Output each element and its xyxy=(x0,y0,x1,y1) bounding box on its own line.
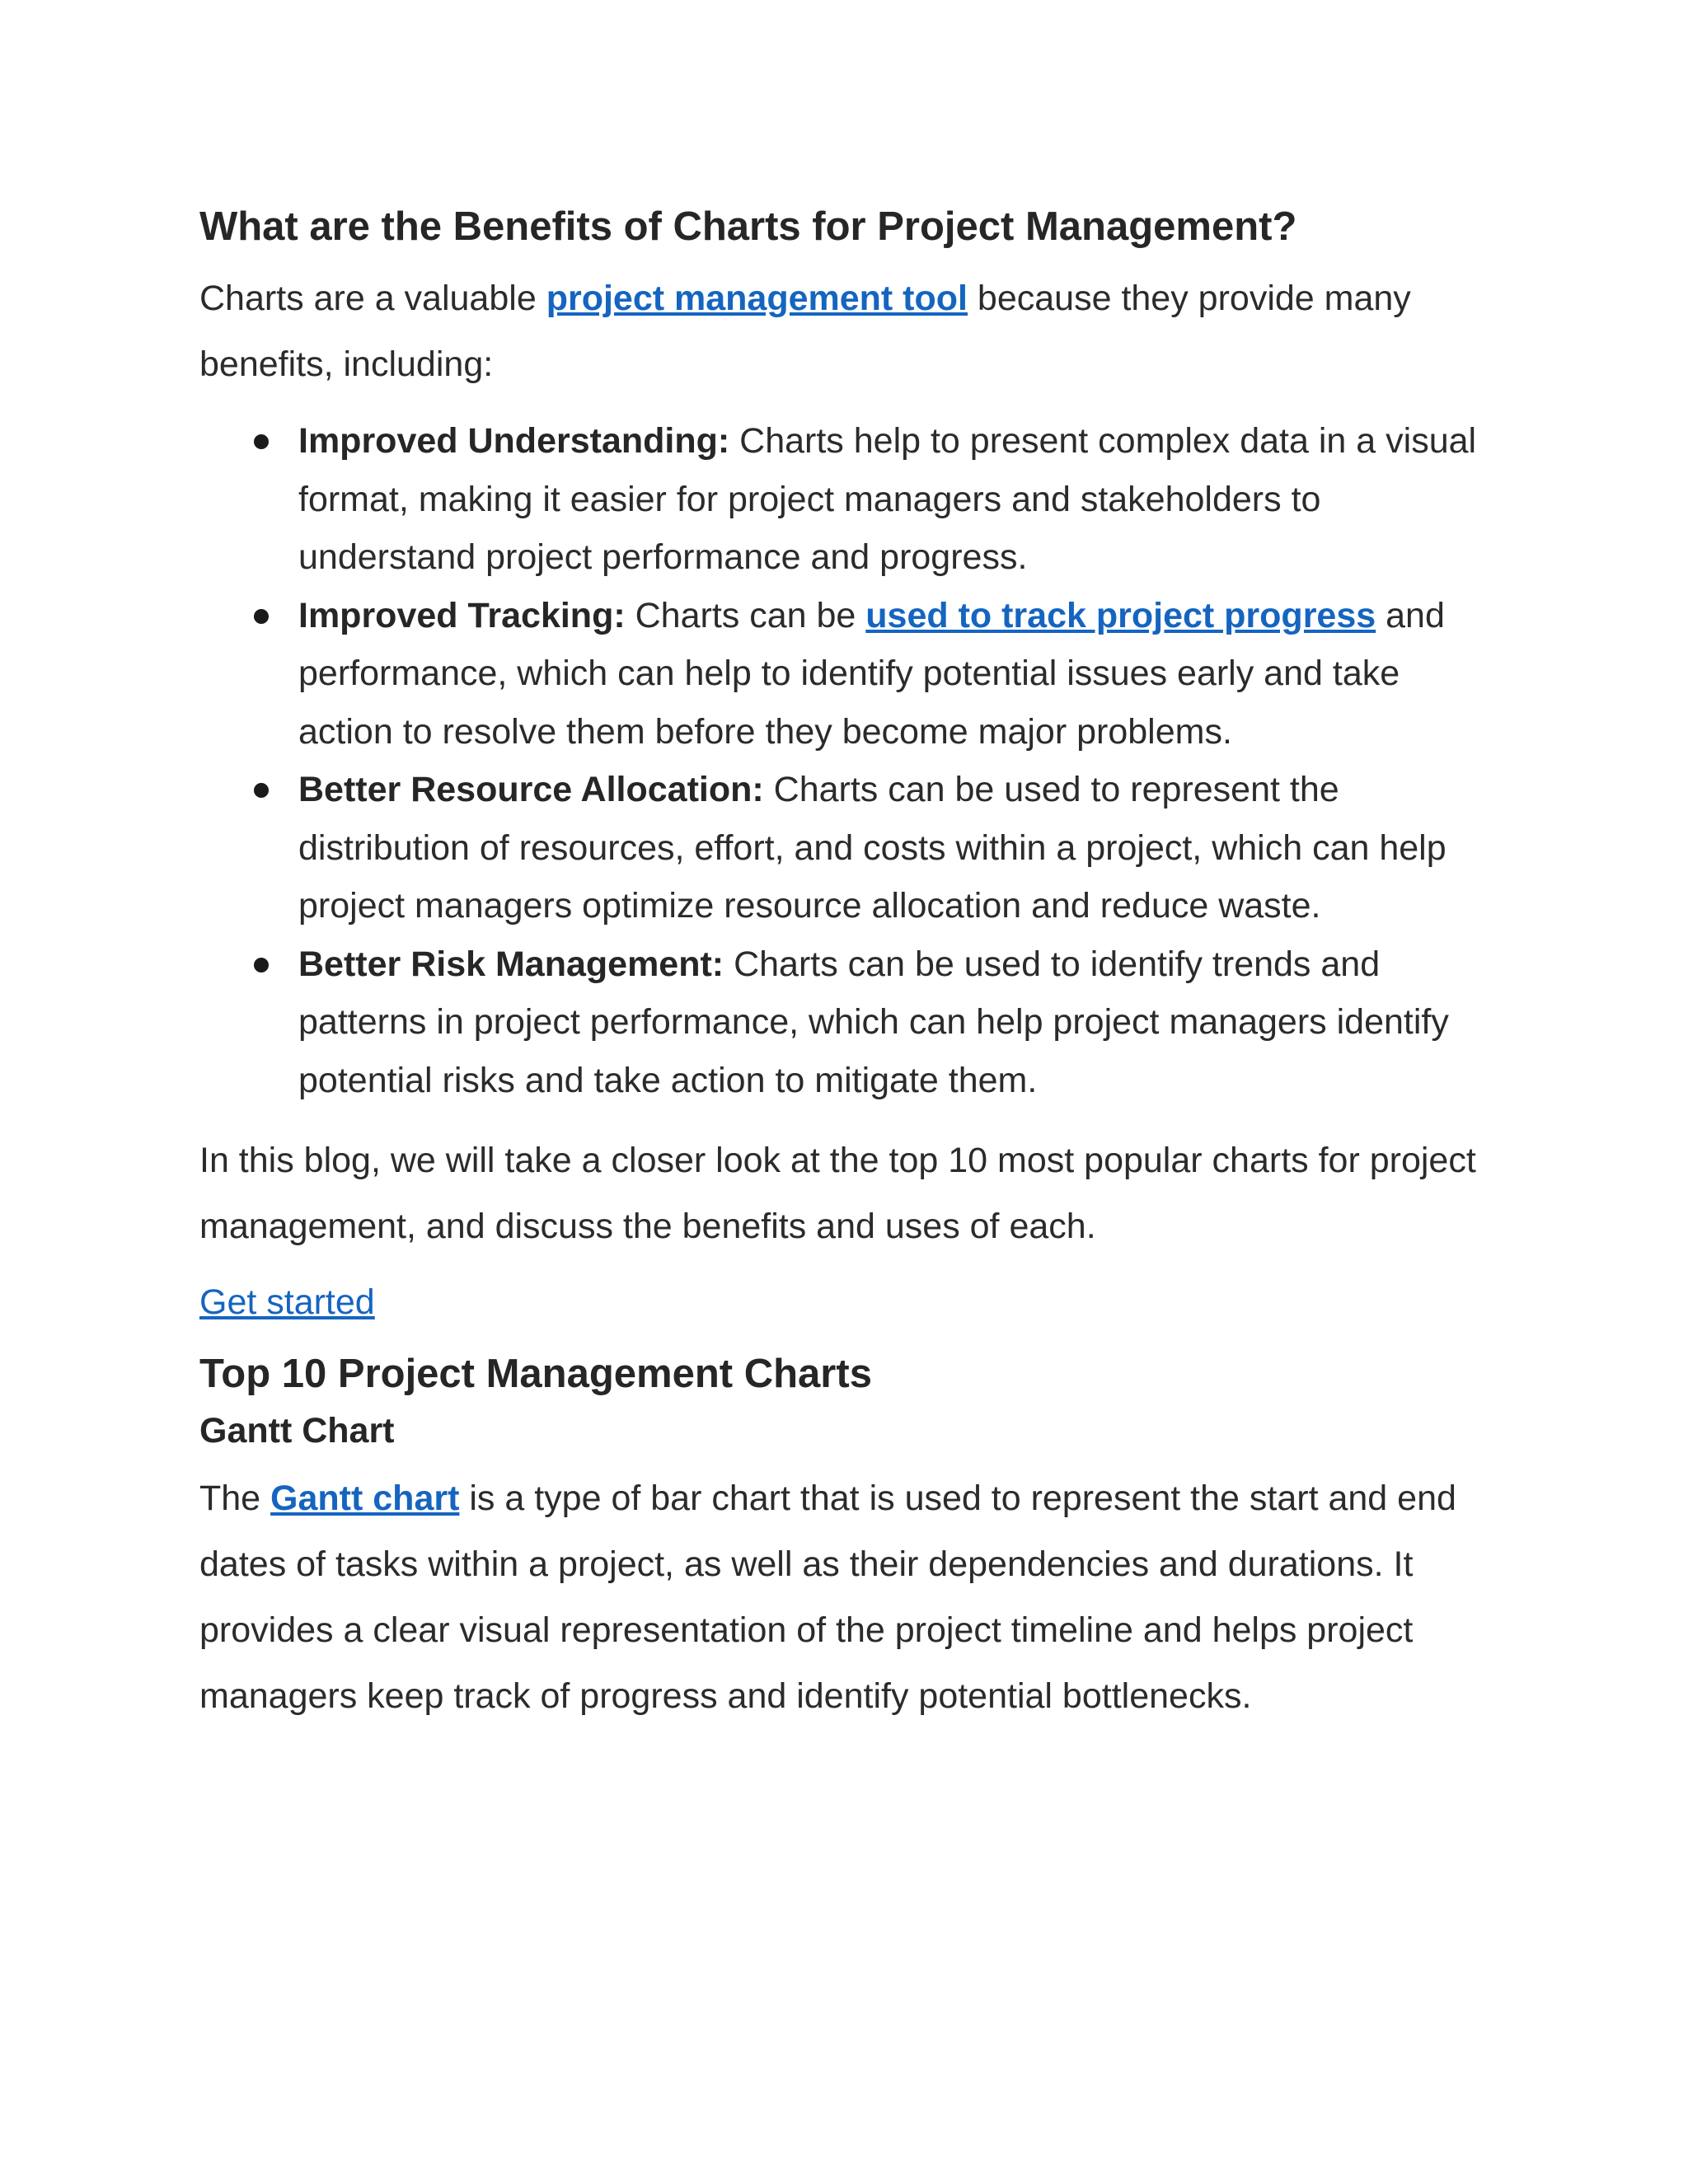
project-management-tool-link[interactable]: project management tool xyxy=(546,279,968,318)
gantt-paragraph: The Gantt chart is a type of bar chart that is used to represent the start and end dates of tasks within a project, as well as their dependencies and durations. It provides a clear visual representation of the project timeline and helps project managers keep track of progress and identify potential bottlenecks. xyxy=(199,1479,1456,1716)
get-started-link[interactable]: Get started xyxy=(199,1282,375,1322)
benefits-intro: Charts are a valuable project management tool because they provide many benefits, including: xyxy=(199,279,1411,384)
gantt-chart-subheading: Gantt Chart xyxy=(199,1411,395,1451)
bullet-icon xyxy=(254,783,269,798)
closing-paragraph: In this blog, we will take a closer look at the top 10 most popular charts for project management, and discuss the benefits and uses of each. xyxy=(199,1141,1476,1246)
bullet-icon xyxy=(254,958,269,972)
bullet-icon xyxy=(254,434,269,449)
document-page xyxy=(199,196,1502,1729)
list-item: Improved Tracking: Charts can be used to track project progress and performance, which can help to identify potential issues early and take action to resolve them before they become major problems. xyxy=(199,587,1502,762)
list-item: Better Risk Management: Charts can be used to identify trends and patterns in project performance, which can help project managers identify potential risks and take action to mitigate them. xyxy=(199,935,1502,1110)
track-project-progress-link[interactable]: used to track project progress xyxy=(865,595,1376,635)
bullet-icon xyxy=(254,609,269,624)
list-item: Improved Understanding: Charts help to present complex data in a visual format, making it easier for project managers and stakeholders to understand project performance and progress. xyxy=(199,412,1502,587)
benefits-heading: What are the Benefits of Charts for Project Management? xyxy=(199,204,1297,249)
cta-paragraph xyxy=(199,1269,1502,1335)
top-charts-heading: Top 10 Project Management Charts xyxy=(199,1352,872,1396)
list-item: Better Resource Allocation: Charts can be used to represent the distribution of resources, effort, and costs within a project, which can help project managers optimize resource allocation and reduce waste. xyxy=(199,761,1502,935)
benefits-list xyxy=(199,412,1502,1109)
gantt-chart-link[interactable]: Gantt chart xyxy=(270,1479,460,1518)
